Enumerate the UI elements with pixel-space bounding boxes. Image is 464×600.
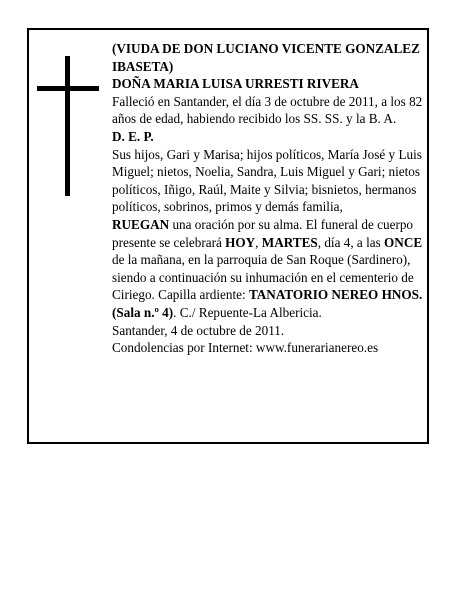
death-details: Falleció en Santander, el día 3 de octubre de 2011, a los 82 años de edad, habiendo recibido los SS. SS. y la B. A. [112,93,423,127]
date-line: Santander, 4 de octubre de 2011. [112,322,285,338]
funeral-text-2: , día 4, a las [317,234,385,250]
funeral-request [112,216,424,322]
deceased-name: DOÑA MARIA LUISA URRESTI RIVERA [112,76,359,92]
widow-of-line: (VIUDA DE DON LUCIANO VICENTE GONZALEZ IBASETA) [112,41,420,74]
cross-icon-vertical-bar [65,56,70,196]
hoy-word: HOY [225,234,256,250]
cross-icon-horizontal-bar [37,86,99,91]
funeral-separator: , [255,234,262,250]
ruegan-word: RUEGAN [112,216,170,232]
funeral-text-3: de la mañana, en la parroquia de San Roque (Sardinero), siendo a continuación su inhumación en el cementerio de Ciriego. Capilla ardiente: [112,252,414,303]
obituary-text [112,40,424,357]
rip-line: D. E. P. [112,128,154,144]
funeral-text-1: una oración por su alma. El funeral de cuerpo presente se celebrará [112,216,414,250]
martes-word: MARTES [261,234,318,250]
funeral-text-4: . C./ Repuente-La Albericia. [173,304,322,320]
family-members: Sus hijos, Gari y Marisa; hijos políticos, María José y Luis Miguel; nietos, Noelia, Sandra, Luis Miguel y Gari; nietos políticos, Iñigo, Raúl, Maite y Silvia; bisnietos, hermanos políticos, sobrinos, primos y demás familia, [112,146,422,215]
once-word: ONCE [384,234,423,250]
condolences-line: Condolencias por Internet: www.funerarianereo.es [112,340,379,356]
funeral-home-name: TANATORIO NEREO HNOS. (Sala n.º 4) [112,287,423,320]
